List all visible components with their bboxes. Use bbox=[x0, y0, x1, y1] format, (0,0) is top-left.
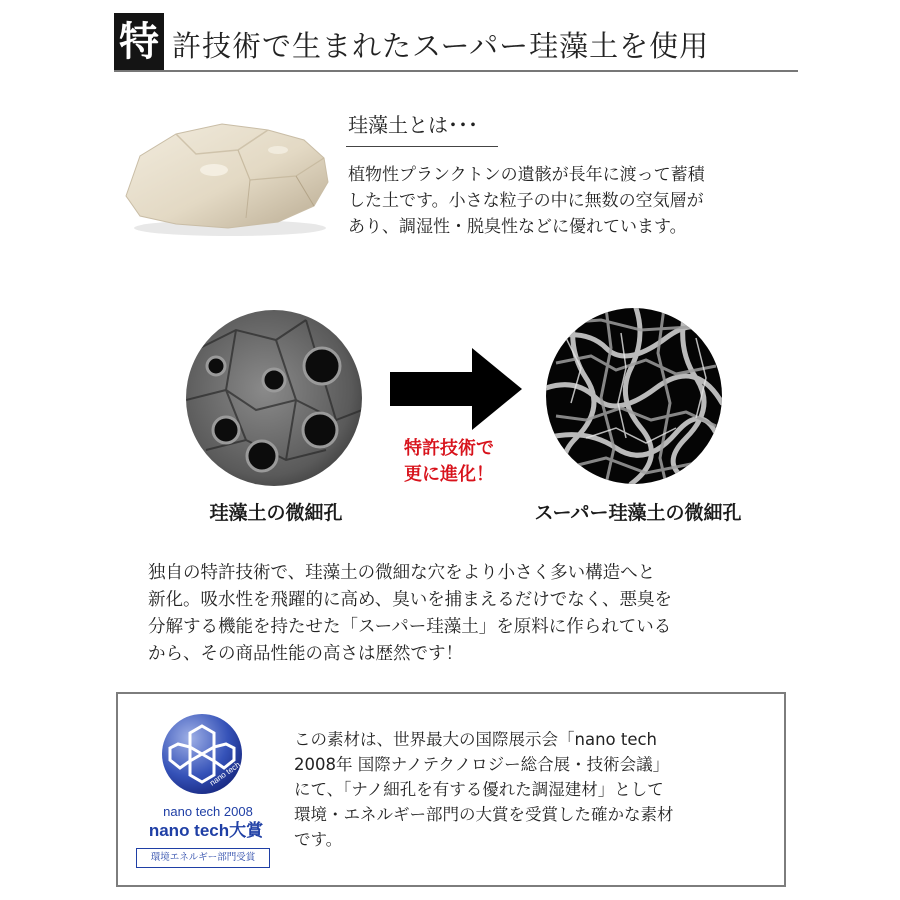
logo-award-name: nano tech大賞 bbox=[148, 821, 264, 840]
arrow-right-icon bbox=[390, 348, 522, 430]
diatomite-caption: 珪藻土の微細孔 bbox=[209, 502, 343, 524]
svg-text:nano tech: nano tech bbox=[207, 760, 242, 788]
award-description: この素材は、世界最大の国際展示会「nano tech 2008年 国際ナノテクノロジー総合展・技術会議」 にて、「ナノ細孔を有する優れた調湿建材」として 環境・エネルギー部門の大賞を受賞した確かな素材 です。 bbox=[294, 730, 674, 849]
nanotech-ball-logo-icon bbox=[160, 712, 244, 796]
intro-heading: 珪藻土とは･･･ bbox=[348, 113, 478, 137]
page-title: 許技術で生まれたスーパー珪藻土を使用 bbox=[172, 29, 710, 63]
evolution-callout: 特許技術で 更に進化！ bbox=[404, 438, 494, 485]
super-diatomite-micrograph bbox=[546, 308, 722, 484]
super-diatomite-caption: スーパー珪藻土の微細孔 bbox=[534, 502, 742, 524]
diatomite-micrograph bbox=[186, 310, 362, 486]
logo-event-name: nano tech 2008 bbox=[163, 804, 253, 819]
feature-description: 独自の特許技術で、珪藻土の微細な穴をより小さく多い構造へと 新化。吸水性を飛躍的に高め、臭いを捕まえるだけでなく、悪臭を 分解する機能を持たせた「スーパー珪藻土」を原料に作られている から、その商品性能の高さは歴然です！ bbox=[148, 563, 672, 664]
intro-underline bbox=[346, 146, 498, 147]
intro-description: 植物性プランクトンの遺骸が長年に渡って蓄積 した土です。小さな粒子の中に無数の空気層が あり、調湿性・脱臭性などに優れています。 bbox=[348, 165, 705, 237]
diatomite-rock-image bbox=[118, 110, 340, 240]
logo-category-badge: 環境エネルギー部門受賞 bbox=[136, 848, 270, 868]
header-badge: 特 bbox=[114, 13, 164, 71]
header-divider bbox=[114, 70, 798, 72]
